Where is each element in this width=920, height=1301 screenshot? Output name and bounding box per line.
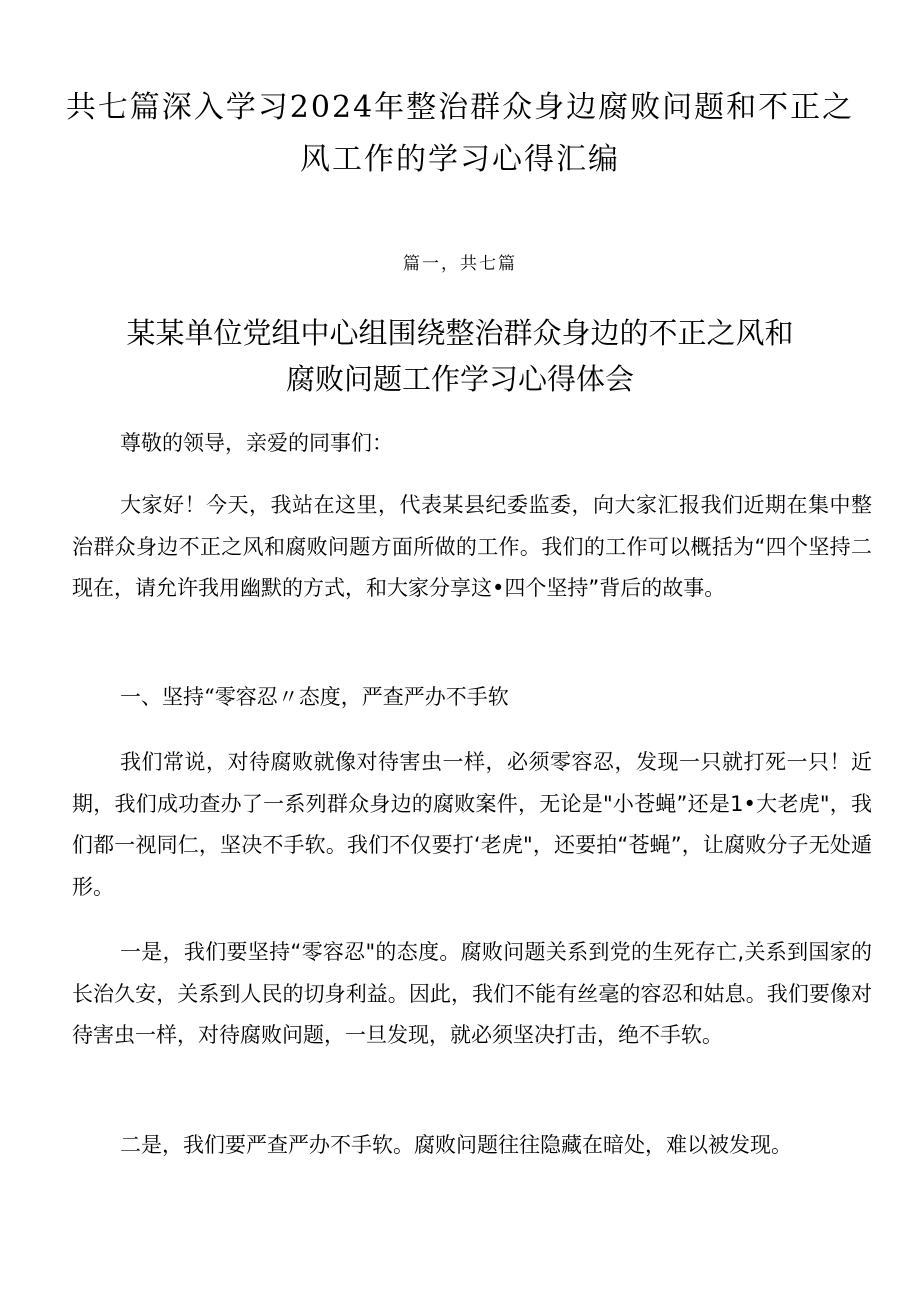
body-paragraph: 二是，我们要严查严办不手软。腐败问题往往隐藏在暗处，难以被发现。 (120, 1133, 792, 1157)
greeting-paragraph: 尊敬的领导，亲爱的同事们： (120, 431, 393, 455)
article-title: 某某单位党组中心组围绕整治群众身边的不正之风和腐败问题工作学习心得体会 (126, 316, 794, 396)
body-paragraph: 我们常说，对待腐败就像对待害虫一样，必须零容忍，发现一只就打死一只！近期，我们成功查办了一系列群众身边的腐败案件，无论是"小苍蝇”还是1•大老虎"，我们都一视同仁，坚决不手软。我们不仅要打‘老虎"，还要拍“苍蝇”，让腐败分子无处遁形。 (72, 750, 872, 899)
section-label: 篇一，共七篇 (403, 254, 517, 274)
document-title: 共七篇深入学习2024年整治群众身边腐败问题和不正之风工作的学习心得汇编 (65, 90, 855, 177)
section-heading-one: 一、坚持“零容忍〃态度，严查严办不手软 (120, 685, 509, 709)
body-paragraph: 一是，我们要坚持“零容忍"的态度。腐败问题关系到党的生死存亡,关系到国家的长治久安，关系到人民的切身利益。因此，我们不能有丝毫的容忍和姑息。我们要像对待害虫一样，对待腐败问题，一旦发现，就必须坚决打击，绝不手软。 (72, 940, 872, 1047)
intro-paragraph: 大家好！今天，我站在这里，代表某县纪委监委，向大家汇报我们近期在集中整治群众身边不正之风和腐败问题方面所做的工作。我们的工作可以概括为“四个坚持二现在，请允许我用幽默的方式，和大家分享这•四个坚持”背后的故事。 (72, 493, 872, 600)
